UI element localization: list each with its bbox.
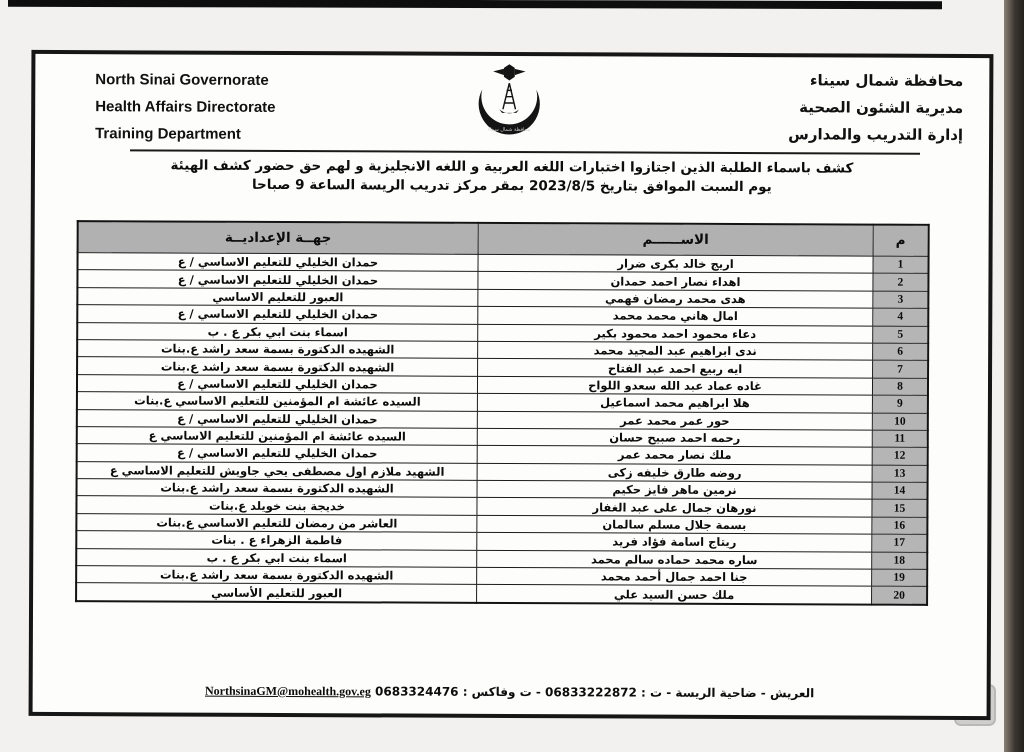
- cell-name: نورهان جمال على عبد الغفار: [477, 498, 872, 517]
- cell-name: جنا احمد جمال أحمد محمد: [477, 567, 872, 586]
- table-header-row: [78, 221, 929, 256]
- cell-name: غاده عماد عبد الله سعدو اللواح: [477, 376, 872, 395]
- governorate-emblem-icon: [455, 62, 563, 144]
- cell-school: السيده عائشة ام المؤمنين للتعليم الاساسي ع.بنات: [77, 392, 478, 411]
- cell-num: 8: [872, 378, 928, 396]
- scan-edge-right: [1004, 0, 1024, 752]
- svg-text:محافظة شمال سيناء: محافظة شمال سيناء: [487, 126, 531, 133]
- cell-name: رحمه احمد صبيح حسان: [477, 428, 872, 447]
- title-line2: يوم السبت الموافق بتاريخ 2023/8/5 بمقر مركز تدريب الريسة الساعة 9 صباحا: [251, 176, 772, 196]
- cell-school: اسماء بنت ابي بكر ع . ب: [77, 322, 478, 341]
- header-cell-school: جهــة الإعداديــة: [78, 221, 479, 254]
- cell-name: ملك نصار محمد عمر: [477, 446, 872, 465]
- cell-num: 5: [873, 326, 929, 344]
- table-row: [76, 583, 927, 605]
- cell-name: اهداء نصار احمد حمدان: [478, 272, 873, 291]
- cell-num: 16: [872, 517, 928, 535]
- cell-num: 20: [872, 586, 928, 604]
- cell-school: العبور للتعليم الأساسي: [76, 583, 477, 603]
- cell-name: اريج خالد بكرى ضرار: [478, 254, 873, 273]
- cell-school: العبور للتعليم الاساسي: [77, 287, 478, 306]
- cell-num: 19: [872, 569, 928, 587]
- cell-num: 7: [873, 360, 929, 378]
- cell-school: الشهيده الدكتورة بسمة سعد راشد ع.بنات: [77, 479, 478, 498]
- header-cell-name: الاســــــم: [478, 223, 873, 256]
- header-ar-line1: محافظة شمال سيناء: [809, 71, 964, 90]
- document-title: [35, 156, 989, 198]
- footer-contact-text: العريش - ضاحية الريسة - ت : 06833222872 - ت وفاكس : 0683324476: [375, 684, 815, 701]
- students-table: [75, 220, 930, 606]
- cell-school: الشهيده الدكتورة بسمة سعد راشد ع.بنات: [77, 357, 478, 376]
- cell-school: فاطمة الزهراء ع . بنات: [76, 531, 477, 550]
- header-arabic: [788, 67, 963, 149]
- header-en-line3: Training Department: [95, 125, 241, 143]
- header-english: [95, 66, 276, 148]
- header-cell-number: م: [873, 225, 929, 257]
- header-en-line2: Health Affairs Directorate: [95, 98, 276, 116]
- table-body: [76, 253, 929, 605]
- cell-school: السيده عائشة ام المؤمنين للتعليم الاساسي ع: [77, 427, 478, 446]
- cell-school: حمدان الخليلي للتعليم الاساسي / ع: [77, 409, 478, 428]
- cell-school: حمدان الخليلي للتعليم الاساسي / ع: [77, 253, 478, 272]
- cell-name: دعاء محمود احمد محمود بكير: [478, 324, 873, 343]
- header-ar-line3: إدارة التدريب والمدارس: [788, 125, 964, 144]
- cell-name: روضه طارق خليفه زكى: [477, 463, 872, 482]
- cell-num: 10: [872, 413, 928, 431]
- cell-school: حمدان الخليلي للتعليم الاساسي / ع: [77, 305, 478, 324]
- cell-num: 15: [872, 500, 928, 518]
- cell-school: حمدان الخليلي للتعليم الاساسي / ع: [77, 270, 478, 289]
- scanned-document-page: [29, 50, 994, 720]
- cell-name: هلا ابراهيم محمد اسماعيل: [477, 393, 872, 412]
- cell-num: 14: [872, 482, 928, 500]
- cell-name: حور عمر محمد عمر: [477, 411, 872, 430]
- cell-name: هدى محمد رمضان فهمي: [478, 289, 873, 308]
- cell-num: 12: [872, 447, 928, 465]
- cell-name: ندى ابراهيم عبد المجيد محمد: [478, 341, 873, 360]
- cell-num: 18: [872, 552, 928, 570]
- cell-name: نرمين ماهر فايز حكيم: [477, 480, 872, 499]
- cell-school: اسماء بنت ابي بكر ع . ب: [76, 548, 477, 567]
- title-line1: كشف باسماء الطلبة الذين اجتازوا اختبارات اللغه العربية و اللغه الانجليزية و لهم حق حضور كشف الهيئة: [170, 157, 854, 177]
- cell-name: ملك حسن السيد علي: [477, 585, 872, 605]
- cell-name: ساره محمد حماده سالم محمد: [477, 550, 872, 569]
- cell-school: العاشر من رمضان للتعليم الاساسي ع.بنات: [76, 513, 477, 532]
- cell-name: بسمة جلال مسلم سالمان: [477, 515, 872, 534]
- cell-school: خديجة بنت خويلد ع.بنات: [76, 496, 477, 515]
- cell-num: 1: [873, 256, 929, 274]
- cell-num: 4: [873, 308, 929, 326]
- cell-school: حمدان الخليلي للتعليم الاساسي / ع: [77, 444, 478, 463]
- footer-email: NorthsinaGM@mohealth.gov.eg: [204, 683, 371, 699]
- cell-school: الشهيده الدكتورة بسمة سعد راشد ع.بنات: [76, 566, 477, 585]
- page-footer: [33, 683, 987, 702]
- scan-edge-top: [8, 0, 942, 9]
- cell-name: ريتاج اسامة فؤاد فريد: [477, 533, 872, 552]
- cell-school: الشهيده الدكتورة بسمة سعد راشد ع.بنات: [77, 340, 478, 359]
- cell-num: 17: [872, 534, 928, 552]
- header-en-line1: North Sinai Governorate: [95, 71, 269, 89]
- cell-num: 3: [873, 291, 929, 309]
- cell-num: 9: [872, 395, 928, 413]
- cell-name: ايه ربيع احمد عبد الفتاح: [478, 359, 873, 378]
- cell-school: الشهيد ملازم اول مصطفى يحي جاويش للتعليم الاساسي ع: [77, 461, 478, 480]
- cell-school: حمدان الخليلي للتعليم الاساسي / ع: [77, 374, 478, 393]
- cell-name: امال هاني محمد محمد: [478, 307, 873, 326]
- header-ar-line2: مديرية الشئون الصحية: [799, 98, 964, 117]
- header-divider-line: [130, 149, 920, 154]
- cell-num: 2: [873, 273, 929, 291]
- cell-num: 11: [872, 430, 928, 448]
- cell-num: 6: [873, 343, 929, 361]
- cell-num: 13: [872, 465, 928, 483]
